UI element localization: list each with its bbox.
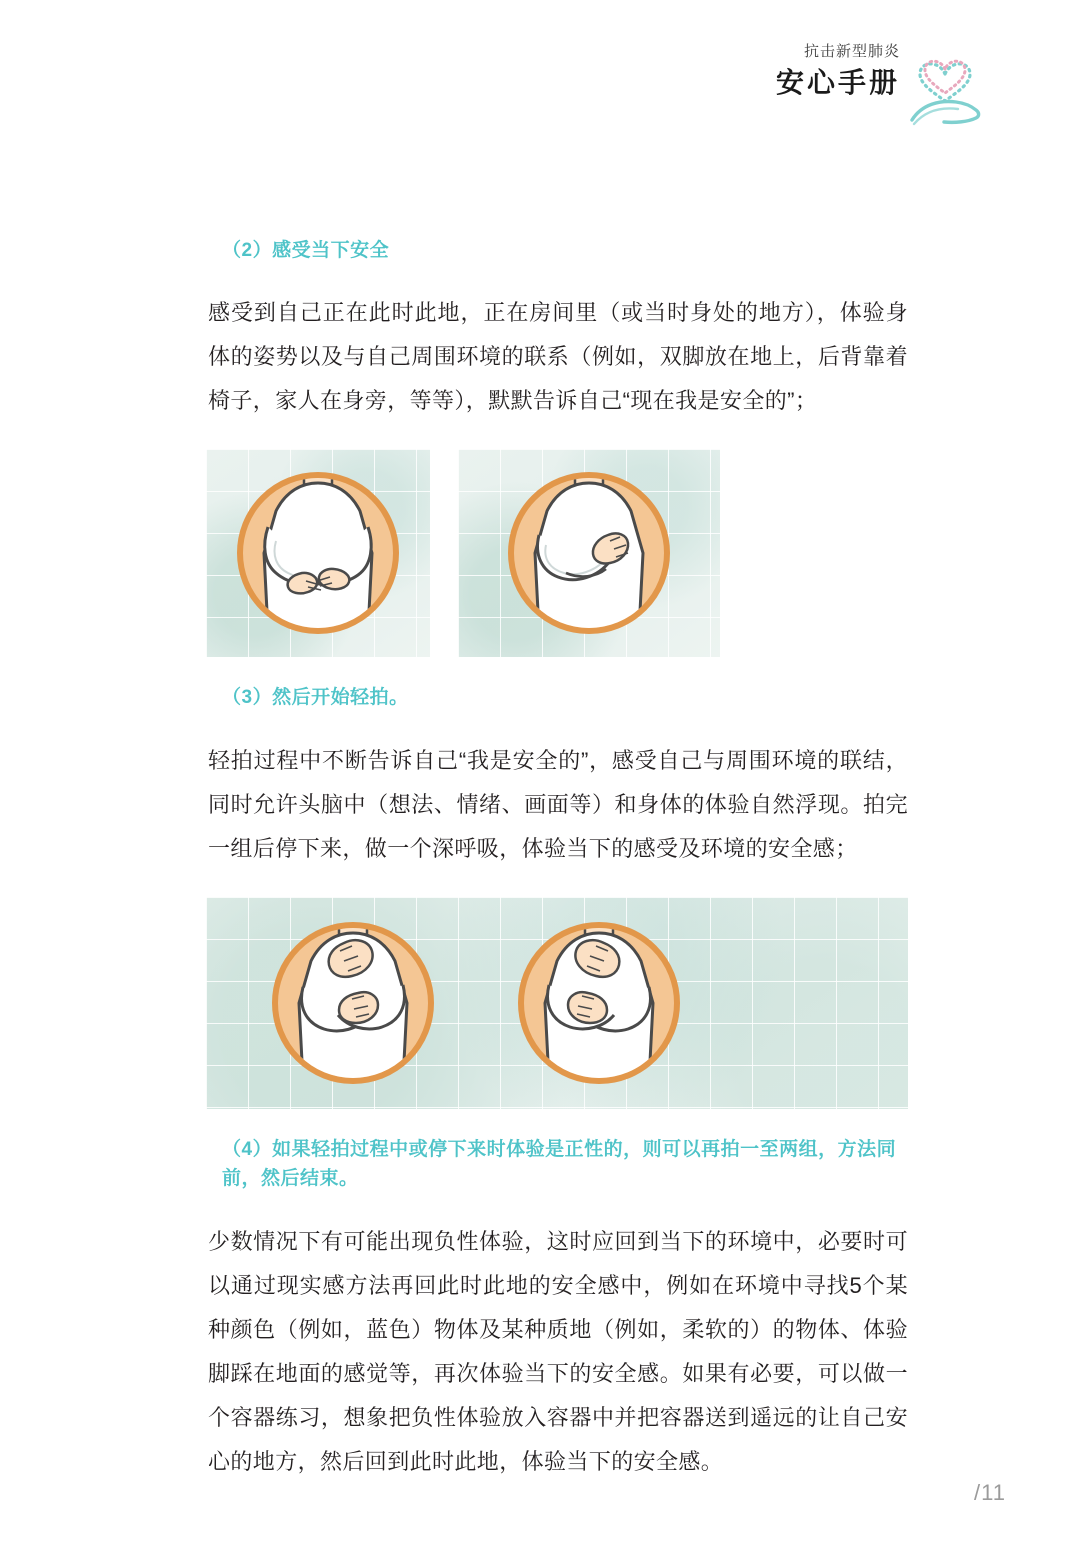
section-paragraph-3: 轻拍过程中不断告诉自己“我是安全的”，感受自己与周围环境的联结，同时允许头脑中（想法、情绪、画面等）和身体的体验自然浮现。拍完一组后停下来，做一个深呼吸，体验当下的感受及环境的安全感； <box>208 747 908 861</box>
page-number: /11 <box>974 1480 1006 1505</box>
header-subtitle: 抗击新型肺炎 <box>803 43 900 60</box>
butterfly-hug-tapping-illustration-pair <box>206 897 908 1109</box>
section-heading-2: （2）感受当下安全 <box>222 240 390 261</box>
document-body <box>208 236 908 1510</box>
figure-row-arms-crossed <box>206 449 908 657</box>
section-heading-3: （3）然后开始轻拍。 <box>222 687 409 709</box>
document-header <box>776 44 984 128</box>
tapping-right <box>521 913 677 1081</box>
tapping-left <box>275 913 431 1081</box>
section-paragraph-2: 感受到自己正在此时此地，正在房间里（或当时身处的地方），体验身体的姿势以及与自己周围环境的联系（例如，双脚放在地上，后背靠着椅子，家人在身旁，等等），默默告诉自己“现在我是安全的”； <box>208 300 908 414</box>
butterfly-hug-arms-crossed-illustration <box>206 449 430 657</box>
section-heading-4: （4）如果轻拍过程中或停下来时体验是正性的，则可以再拍一至两组，方法同前，然后结束。 <box>222 1138 897 1190</box>
figure-row-tapping <box>206 897 908 1109</box>
header-title: 安心手册 <box>775 66 900 98</box>
butterfly-hug-hand-on-shoulder-illustration <box>458 449 720 657</box>
heart-in-hand-icon <box>906 44 984 128</box>
header-text-block <box>776 44 900 98</box>
section-paragraph-4: 少数情况下有可能出现负性体验，这时应回到当下的环境中，必要时可以通过现实感方法再回此时此地的安全感中，例如在环境中寻找5个某种颜色（例如，蓝色）物体及某种质地（例如，柔软的）的物体、体验脚踩在地面的感觉等，再次体验当下的安全感。如果有必要，可以做一个容器练习，想象把负性体验放入容器中并把容器送到遥远的让自己安心的地方，然后回到此时此地，体验当下的安全感。 <box>208 1228 908 1474</box>
